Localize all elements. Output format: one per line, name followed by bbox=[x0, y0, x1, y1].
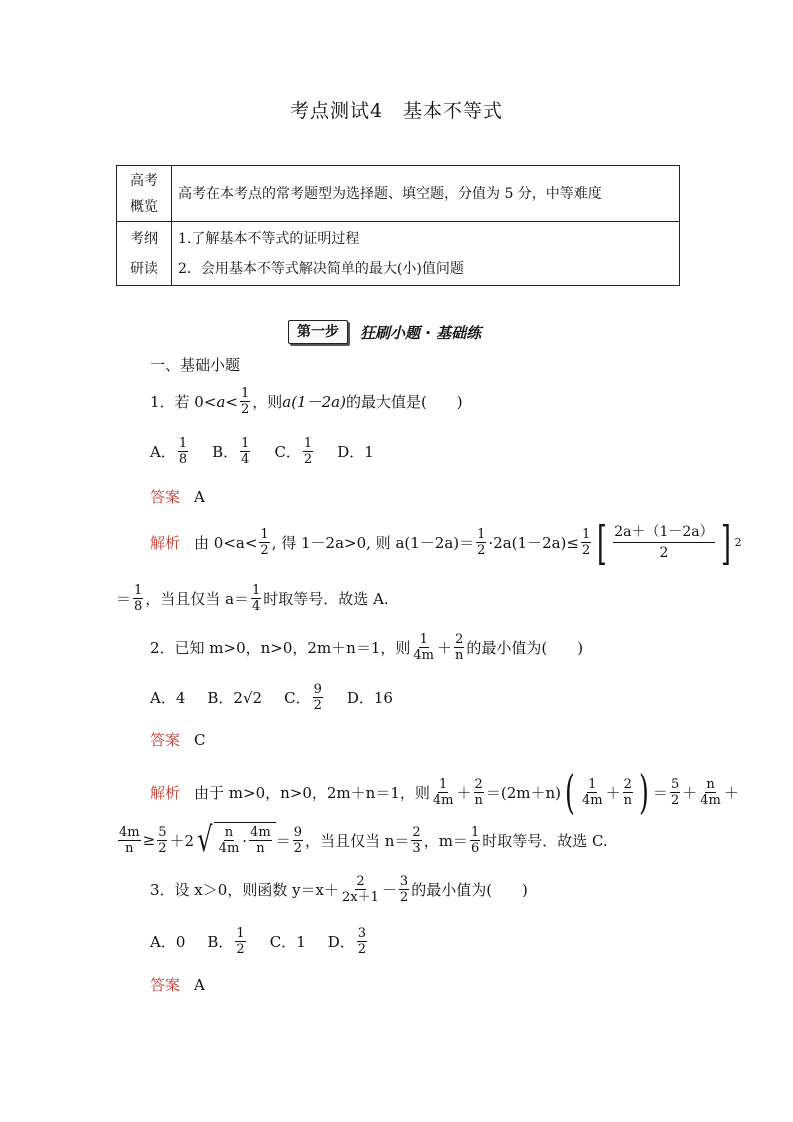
text: ＝(2m＋n) bbox=[485, 783, 562, 802]
den: 2 bbox=[581, 543, 591, 558]
left-bracket: [ bbox=[597, 515, 608, 570]
den: 4m bbox=[581, 792, 603, 808]
den: 2 bbox=[477, 543, 486, 558]
num: 1 bbox=[260, 527, 269, 542]
num: 2 bbox=[356, 874, 365, 889]
num: 1 bbox=[178, 436, 188, 451]
bracket-group bbox=[593, 515, 742, 570]
fraction bbox=[249, 825, 272, 856]
solution-label: 解析 bbox=[150, 534, 181, 552]
overview-label-gaikao bbox=[117, 166, 172, 222]
choice-d[interactable] bbox=[328, 926, 369, 957]
choice-label: C． bbox=[269, 933, 297, 951]
fraction bbox=[432, 777, 455, 808]
solution-label: 解析 bbox=[150, 783, 181, 802]
choice-b[interactable] bbox=[207, 687, 262, 708]
num: 1 bbox=[241, 436, 250, 451]
overview-text-gaikao: 高考在本考点的常考题型为选择题、填空题，分值为 5 分，中等难度 bbox=[172, 166, 680, 222]
choice-d[interactable] bbox=[337, 441, 374, 462]
num: 1 bbox=[470, 824, 480, 840]
text: < bbox=[225, 392, 238, 411]
radicand: $\frac{n}{4m}$ · $\frac{4m}{n}$ bbox=[214, 822, 276, 858]
answer-label: 答案 bbox=[150, 488, 181, 506]
den: n bbox=[256, 841, 265, 856]
num: 1 bbox=[588, 776, 597, 792]
num: 2a＋（1－2a） bbox=[613, 522, 714, 543]
num: 1 bbox=[240, 386, 250, 401]
text: ，当且仅当 a＝ bbox=[145, 590, 250, 608]
choice-c[interactable] bbox=[284, 682, 325, 713]
text: ，当且仅当 n＝ bbox=[304, 831, 410, 850]
num: 1 bbox=[477, 527, 486, 542]
choice-a[interactable] bbox=[150, 687, 185, 708]
syllabus-item: 2．会用基本不等式解决简单的最大(小)值问题 bbox=[178, 260, 464, 277]
syllabus-item: 1.了解基本不等式的证明过程 bbox=[178, 230, 360, 247]
fraction bbox=[581, 777, 604, 808]
section-heading: 一、基础小题 bbox=[150, 356, 241, 374]
text: 2．已知 m>0，n>0，2m＋n＝1，则 bbox=[150, 639, 411, 657]
text: ＝ bbox=[275, 831, 291, 850]
den: 4m bbox=[700, 792, 721, 808]
num: 5 bbox=[158, 824, 167, 840]
solution-2 bbox=[150, 765, 739, 819]
num: 1 bbox=[236, 926, 245, 941]
den: 2 bbox=[357, 942, 367, 957]
text: ，则 bbox=[252, 393, 283, 411]
text: ≥ bbox=[142, 831, 156, 849]
choice-label: B． bbox=[207, 933, 234, 951]
bracket-group bbox=[561, 765, 653, 819]
answer-value: C bbox=[194, 730, 206, 749]
choice-label: A． bbox=[150, 933, 176, 951]
answer-2 bbox=[150, 729, 206, 750]
text: ＋ bbox=[605, 783, 621, 802]
num: 4m bbox=[250, 825, 271, 840]
num: 4m bbox=[119, 824, 140, 840]
overview-text-kaogang bbox=[172, 222, 680, 286]
choice-label: D． bbox=[337, 443, 365, 461]
num: 3 bbox=[399, 874, 409, 889]
fraction bbox=[623, 777, 633, 808]
choice-text: 2√2 bbox=[233, 688, 263, 707]
choice-d[interactable] bbox=[347, 687, 393, 708]
fraction bbox=[251, 583, 261, 614]
text: － bbox=[381, 881, 397, 899]
num: 1 bbox=[439, 776, 448, 792]
fraction bbox=[454, 632, 464, 663]
den: 2 bbox=[313, 698, 322, 713]
den: 2 bbox=[240, 402, 250, 417]
fraction bbox=[118, 825, 141, 856]
text: ·2a(1－2a)≤ bbox=[488, 534, 579, 552]
den: 4m bbox=[413, 648, 435, 663]
num: 9 bbox=[293, 824, 302, 840]
question-2-choices bbox=[150, 682, 415, 713]
den: n bbox=[455, 648, 464, 663]
text: ＋ bbox=[723, 783, 739, 802]
text: 3．设 x＞0，则函数 y＝x＋ bbox=[150, 881, 340, 899]
fraction bbox=[357, 926, 367, 957]
answer-1 bbox=[150, 486, 205, 507]
text: 的最小值为( ) bbox=[411, 881, 528, 899]
question-1-choices bbox=[150, 436, 396, 467]
num: 1 bbox=[419, 632, 428, 647]
solution-1 bbox=[150, 515, 742, 570]
den: 3 bbox=[412, 840, 421, 856]
fraction bbox=[178, 436, 188, 467]
fraction bbox=[259, 527, 269, 558]
den: n bbox=[474, 792, 483, 808]
choice-text: 1 bbox=[364, 442, 374, 461]
fraction bbox=[240, 436, 250, 467]
answer-value: A bbox=[194, 487, 205, 506]
choice-text: 4 bbox=[175, 688, 186, 707]
fraction bbox=[133, 583, 143, 614]
choice-c[interactable] bbox=[274, 436, 315, 467]
den: 6 bbox=[470, 840, 480, 856]
choice-b[interactable] bbox=[212, 436, 252, 467]
num: n bbox=[224, 825, 234, 840]
den: n bbox=[125, 840, 134, 856]
text: 1．若 0< bbox=[150, 393, 217, 411]
text: , 得 1－2a>0, 则 a(1－2a)＝ bbox=[271, 534, 475, 552]
left-paren: ( bbox=[565, 765, 575, 819]
den: 2 bbox=[659, 545, 669, 561]
num: n bbox=[706, 776, 715, 792]
fraction bbox=[235, 926, 245, 957]
den: 2 bbox=[670, 792, 680, 808]
label-line: 研读 bbox=[130, 260, 158, 277]
exponent: 2 bbox=[734, 536, 742, 549]
answer-3 bbox=[150, 974, 205, 995]
radical-sign: √ bbox=[197, 820, 213, 860]
label-line: 概览 bbox=[130, 198, 158, 215]
page-title: 考点测试4 基本不等式 bbox=[289, 100, 504, 122]
text: 由 0<a< bbox=[194, 534, 258, 552]
num: 2 bbox=[455, 632, 464, 647]
answer-value: A bbox=[194, 975, 205, 994]
text: 时取等号．故选 C. bbox=[482, 831, 608, 850]
choice-label: B． bbox=[212, 443, 239, 461]
choice-label: D． bbox=[346, 689, 374, 707]
step-banner bbox=[288, 319, 481, 345]
fraction bbox=[476, 527, 486, 558]
den: 2x＋1 bbox=[342, 890, 379, 905]
num: 1 bbox=[134, 583, 143, 598]
fraction bbox=[474, 777, 484, 808]
den: 2 bbox=[158, 840, 167, 856]
num: 1 bbox=[303, 436, 313, 451]
choice-c[interactable] bbox=[270, 931, 306, 952]
sqrt bbox=[194, 822, 276, 858]
den: 2 bbox=[303, 452, 313, 467]
fraction bbox=[293, 825, 303, 856]
question-2 bbox=[150, 632, 583, 663]
answer-label: 答案 bbox=[150, 976, 181, 994]
den: n bbox=[623, 792, 632, 808]
question-3-choices bbox=[150, 926, 391, 957]
fraction bbox=[412, 632, 435, 663]
num: 2 bbox=[474, 776, 483, 792]
fraction bbox=[303, 436, 313, 467]
label-line: 高考 bbox=[130, 172, 158, 189]
choice-label: C． bbox=[274, 443, 301, 461]
choice-label: A． bbox=[150, 443, 176, 461]
den: 8 bbox=[134, 599, 143, 614]
text: ＋ bbox=[682, 783, 698, 802]
den: 4m bbox=[218, 841, 240, 856]
den: 2 bbox=[236, 942, 245, 957]
text: 的最小值为( ) bbox=[466, 639, 584, 657]
text: 由于 m>0，n>0，2m＋n＝1，则 bbox=[194, 783, 430, 802]
right-paren: ) bbox=[639, 765, 649, 819]
expr: a(1－2a) bbox=[282, 393, 346, 411]
solution-2-cont bbox=[116, 822, 608, 858]
var: a bbox=[216, 392, 226, 411]
den: 2 bbox=[260, 543, 269, 558]
label-line: 考纲 bbox=[130, 230, 158, 247]
den: 4m bbox=[432, 792, 454, 808]
fraction bbox=[313, 682, 323, 713]
den: 8 bbox=[178, 452, 188, 467]
num: 1 bbox=[252, 583, 261, 598]
choice-label: B． bbox=[207, 689, 234, 707]
fraction bbox=[613, 522, 714, 563]
fraction bbox=[157, 825, 167, 856]
text: 时取等号．故选 A. bbox=[263, 590, 389, 608]
choice-a[interactable] bbox=[150, 931, 185, 952]
fraction bbox=[240, 386, 250, 417]
text: ＝ bbox=[116, 590, 132, 608]
den: 4 bbox=[241, 452, 250, 467]
num: 9 bbox=[313, 682, 322, 697]
choice-b[interactable] bbox=[207, 926, 247, 957]
num: 3 bbox=[357, 926, 367, 941]
step-badge: 第一步 bbox=[288, 320, 348, 344]
overview-label-kaogang bbox=[117, 222, 172, 286]
fraction bbox=[581, 527, 591, 558]
choice-text: 1 bbox=[296, 932, 306, 951]
text: 的最大值是( ) bbox=[345, 393, 463, 411]
text: ＋2 bbox=[169, 831, 195, 850]
den: 4 bbox=[252, 599, 261, 614]
fraction bbox=[341, 874, 380, 905]
choice-text: 16 bbox=[373, 688, 393, 707]
right-bracket: ] bbox=[720, 515, 731, 570]
fraction bbox=[699, 777, 722, 808]
num: 2 bbox=[623, 776, 632, 792]
num: 1 bbox=[581, 527, 591, 542]
num: 2 bbox=[412, 824, 421, 840]
choice-a[interactable] bbox=[150, 436, 190, 467]
fraction bbox=[670, 777, 680, 808]
choice-text: 0 bbox=[175, 932, 186, 951]
solution-1-cont bbox=[116, 583, 389, 614]
choice-label: C． bbox=[284, 689, 311, 707]
overview-table bbox=[116, 165, 680, 286]
text: ＋ bbox=[456, 783, 472, 802]
num: 5 bbox=[670, 776, 680, 792]
fraction bbox=[399, 874, 409, 905]
question-1 bbox=[150, 386, 463, 417]
question-3 bbox=[150, 874, 528, 905]
den: 2 bbox=[293, 840, 302, 856]
fraction bbox=[470, 825, 480, 856]
step-subtitle: 狂刷小题 · 基础练 bbox=[360, 323, 482, 342]
choice-label: D． bbox=[327, 933, 355, 951]
text: ＋ bbox=[437, 639, 453, 657]
text: ，m＝ bbox=[423, 831, 468, 850]
fraction bbox=[218, 825, 241, 856]
den: 2 bbox=[399, 890, 409, 905]
fraction bbox=[411, 825, 421, 856]
text: ＝ bbox=[652, 783, 668, 802]
answer-label: 答案 bbox=[150, 731, 181, 749]
choice-label: A． bbox=[150, 689, 176, 707]
